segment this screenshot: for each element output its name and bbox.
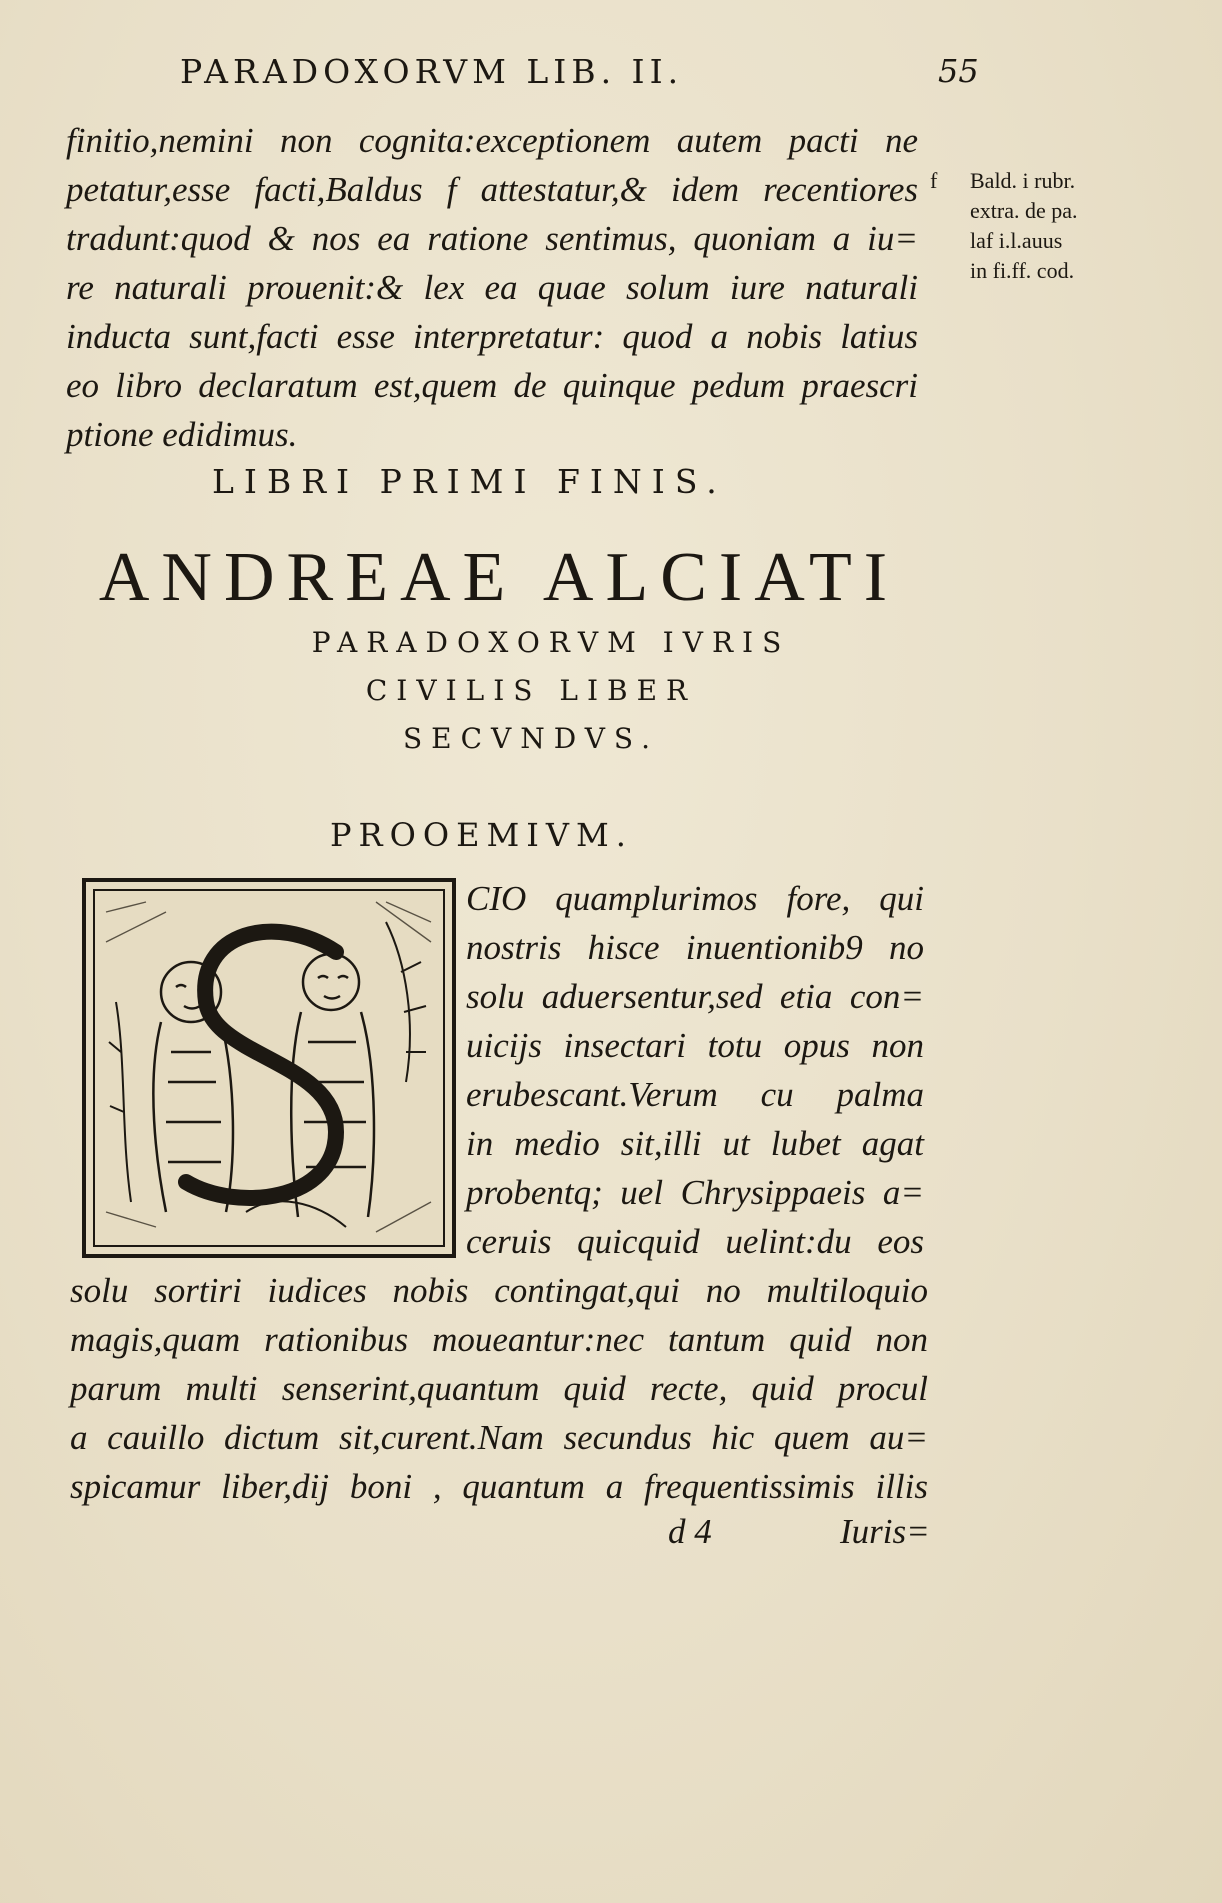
woodcut-initial-graphic: [86, 882, 452, 1254]
text-line: petatur,esse facti,Baldus f attestatur,& idem recentiores: [66, 170, 918, 209]
indented-paragraph: [466, 874, 924, 1266]
marginal-flag: f: [930, 168, 938, 193]
continued-paragraph: [70, 1266, 928, 1511]
top-paragraph: [66, 116, 918, 459]
folio-number: 55: [938, 52, 979, 90]
text-line: solu aduersentur,sed etia con=: [466, 977, 924, 1016]
marginal-line: laf i.l.auus: [970, 228, 1063, 253]
text-line: inducta sunt,facti esse interpretatur: quod a nobis latius: [66, 317, 918, 356]
section-heading: PROOEMIVM.: [330, 816, 633, 854]
text-line: spicamur liber,dij boni , quantum a frequentissimis illis: [70, 1467, 928, 1506]
book-explicit: LIBRI PRIMI FINIS.: [212, 462, 727, 501]
text-line: ptione edidimus.: [66, 415, 298, 454]
text-line: re naturali prouenit:& lex ea quae solum iure naturali: [66, 268, 918, 307]
marginal-line: Bald. i rubr.: [970, 168, 1076, 193]
text-line: tradunt:quod & nos ea ratione sentimus, quoniam a iu=: [66, 219, 918, 258]
text-line: uicijs insectari totu opus non: [466, 1026, 924, 1065]
catchword: Iuris=: [840, 1512, 930, 1551]
running-head: PARADOXORVM LIB. II.: [180, 52, 684, 91]
text-line: ceruis quicquid uelint:du eos: [466, 1222, 924, 1261]
text-line: erubescant.Verum cu palma: [466, 1075, 924, 1114]
text-line: magis,quam rationibus moueantur:nec tantum quid non: [70, 1320, 928, 1359]
signature-mark: d 4: [668, 1512, 712, 1551]
marginal-note: [930, 166, 1078, 286]
subtitle-line: SECVNDVS.: [402, 722, 660, 755]
subtitle-line: PARADOXORVM IVRIS: [311, 626, 791, 659]
text-line: solu sortiri iudices nobis contingat,qui no multiloquio: [70, 1271, 928, 1310]
subtitle-line: CIVILIS LIBER: [365, 674, 697, 707]
text-line: eo libro declaratum est,quem de quinque pedum praescri: [66, 366, 918, 405]
text-line: in medio sit,illi ut lubet agat: [466, 1124, 924, 1163]
text-line: finitio,nemini non cognita:exceptionem autem pacti ne: [66, 121, 918, 160]
text-line: probentq; uel Chrysippaeis a=: [466, 1173, 924, 1212]
text-line: CIO quamplurimos fore, qui: [466, 879, 924, 918]
woodcut-initial-icon: [82, 878, 456, 1258]
text-line: nostris hisce inuentionib9 no: [466, 928, 924, 967]
text-line: a cauillo dictum sit,curent.Nam secundus hic quem au=: [70, 1418, 928, 1457]
text-line: parum multi senserint,quantum quid recte, quid procul: [70, 1369, 928, 1408]
author-title: ANDREAE ALCIATI: [98, 539, 900, 616]
marginal-line: in fi.ff. cod.: [970, 258, 1075, 283]
marginal-line: extra. de pa.: [970, 198, 1078, 223]
